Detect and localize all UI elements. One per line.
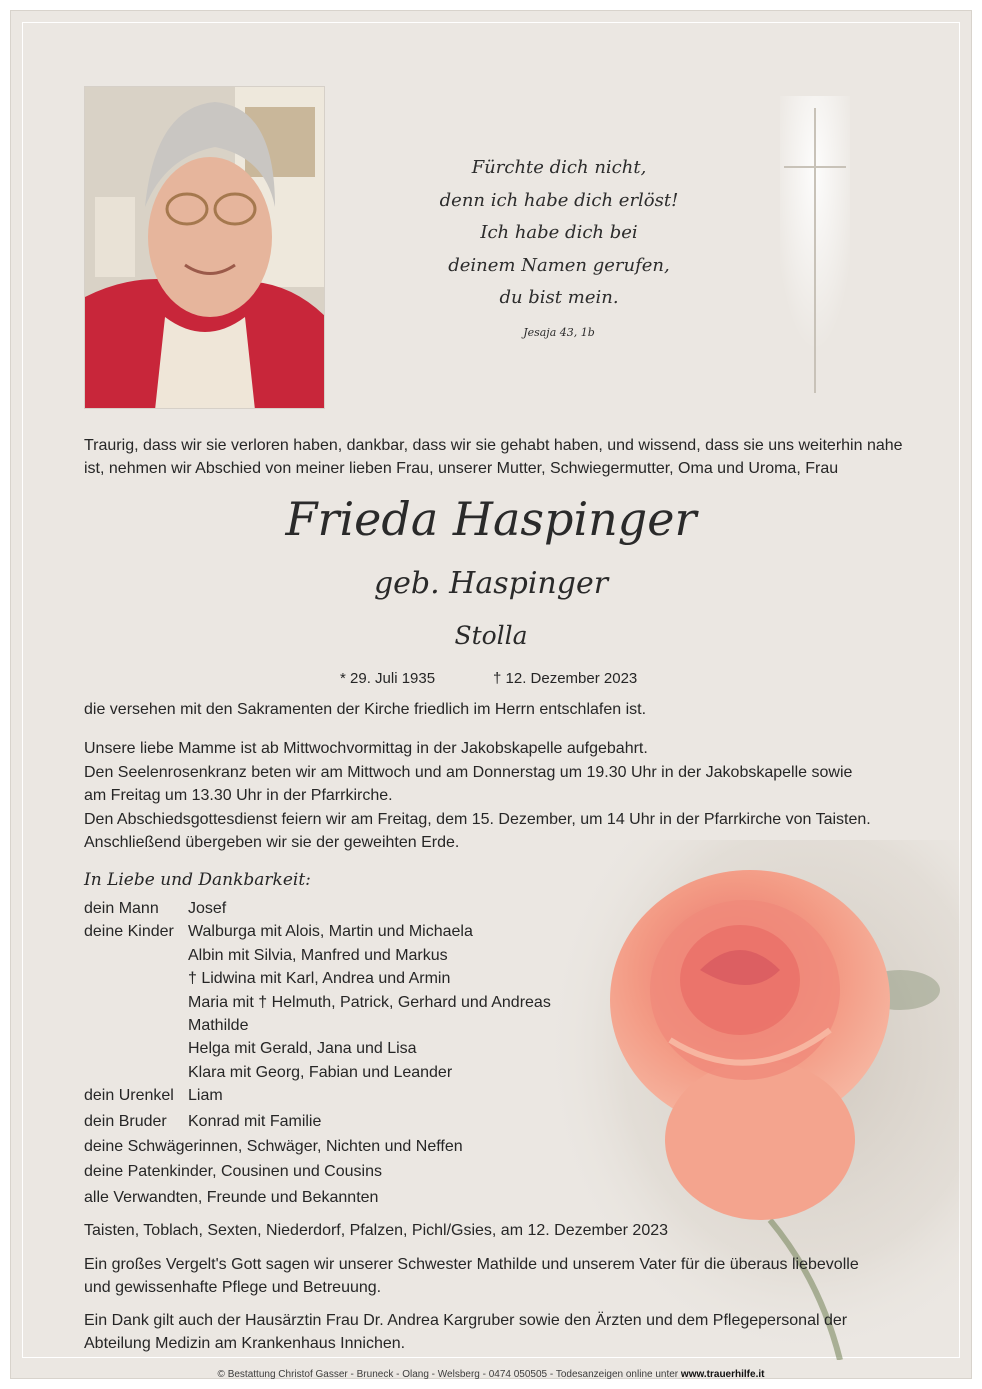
family-row <box>84 1135 551 1158</box>
maiden-name: geb. Haspinger <box>373 566 609 601</box>
family-names: Helga mit Gerald, Jana und Lisa <box>188 1040 417 1058</box>
footer <box>0 1368 982 1382</box>
family-row <box>84 1014 551 1037</box>
family-row <box>84 897 551 920</box>
thanks-line: Ein großes Vergelt's Gott sagen wir unserer Schwester Mathilde und unserem Vater für die überaus liebevolle <box>84 1256 859 1273</box>
family-relation <box>84 944 188 967</box>
family-names: Josef <box>188 900 227 917</box>
quote-line: deinem Namen gerufen, <box>448 254 670 276</box>
family-relation: dein Mann <box>84 900 159 917</box>
announcement-line: Anschließend übergeben wir sie der geweihten Erde. <box>84 834 460 851</box>
family-names: Mathilde <box>188 1017 249 1035</box>
family-relation <box>84 991 188 1014</box>
rose-image <box>520 840 960 1360</box>
family-relation: dein Bruder <box>84 1112 167 1130</box>
family-row <box>84 991 551 1014</box>
announcement-line: Den Abschiedsgottesdienst feiern wir am Freitag, dem 15. Dezember, um 14 Uhr in der Pfarrkirche von Taisten. <box>84 811 871 828</box>
family-relation: deine Patenkinder, Cousinen und Cousins <box>84 1163 382 1181</box>
family-row <box>84 944 551 967</box>
quote-line: denn ich habe dich erlöst! <box>439 189 679 211</box>
intro-line: ist, nehmen wir Abschied von meiner lieben Frau, unserer Mutter, Schwiegermutter, Oma und Uroma, Frau <box>84 460 839 477</box>
bible-quote <box>400 152 718 343</box>
family-row <box>84 1061 551 1084</box>
house-name: Stolla <box>454 621 528 650</box>
family-row <box>84 1037 551 1060</box>
announcement-line: Unsere liebe Mamme ist ab Mittwochvormittag in der Jakobskapelle aufgebahrt. <box>84 740 648 757</box>
family-names: Liam <box>188 1087 223 1105</box>
family-row <box>84 920 551 943</box>
family-row <box>84 1160 551 1183</box>
family-names: Konrad mit Familie <box>188 1112 322 1130</box>
family-relation: deine Schwägerinnen, Schwäger, Nichten und Neffen <box>84 1138 463 1156</box>
family-heading: In Liebe und Dankbarkeit: <box>84 870 311 890</box>
family-relation: deine Kinder <box>84 923 174 941</box>
family-row <box>84 967 551 990</box>
quote-source: Jesaja 43, 1b <box>523 325 595 339</box>
deceased-name: Frieda Haspinger <box>285 492 697 546</box>
quote-line: du bist mein. <box>499 287 619 308</box>
announcement-line: am Freitag um 13.30 Uhr in der Pfarrkirche. <box>84 787 393 804</box>
sacraments-text: die versehen mit den Sakramenten der Kirche friedlich im Herrn entschlafen ist. <box>84 701 647 718</box>
portrait-photo <box>84 86 325 409</box>
family-row <box>84 1186 551 1209</box>
footer-link[interactable]: www.trauerhilfe.it <box>680 1369 765 1380</box>
death-date: † 12. Dezember 2023 <box>493 670 638 687</box>
cross-icon <box>780 96 850 396</box>
place-date: Taisten, Toblach, Sexten, Niederdorf, Pfalzen, Pichl/Gsies, am 12. Dezember 2023 <box>84 1222 669 1239</box>
footer-text: © Bestattung Christof Gasser - Bruneck - Olang - Welsberg - 0474 050505 - Todesanzeigen online unter <box>217 1369 681 1380</box>
family-relation <box>84 1014 188 1037</box>
family-relation <box>84 967 188 990</box>
family-relation: alle Verwandten, Freunde und Bekannten <box>84 1188 379 1206</box>
family-row <box>84 1110 551 1133</box>
thanks-line: Ein Dank gilt auch der Hausärztin Frau Dr. Andrea Kargruber sowie den Ärzten und dem Pflegepersonal der <box>84 1312 848 1329</box>
family-names: Klara mit Georg, Fabian und Leander <box>188 1063 453 1081</box>
birth-date: * 29. Juli 1935 <box>340 670 436 687</box>
family-names: Walburga mit Alois, Martin und Michaela <box>188 923 473 941</box>
family-names: Albin mit Silvia, Manfred und Markus <box>188 946 448 964</box>
family-list <box>84 897 551 1209</box>
quote-line: Ich habe dich bei <box>480 222 638 243</box>
family-relation <box>84 1037 188 1060</box>
family-names: Maria mit † Helmuth, Patrick, Gerhard und Andreas <box>188 993 551 1011</box>
quote-line: Fürchte dich nicht, <box>471 157 647 178</box>
family-relation: dein Urenkel <box>84 1087 174 1105</box>
family-relation <box>84 1061 188 1084</box>
intro-line: Traurig, dass wir sie verloren haben, dankbar, dass wir sie gehabt haben, und wissend, dass sie uns weiterhin nahe <box>84 437 903 454</box>
announcement-line: Den Seelenrosenkranz beten wir am Mittwoch und am Donnerstag um 19.30 Uhr in der Jakobskapelle sowie <box>84 764 853 781</box>
thanks-line: Abteilung Medizin am Krankenhaus Innichen. <box>84 1335 406 1352</box>
family-row <box>84 1084 551 1107</box>
thanks-line: und gewissenhafte Pflege und Betreuung. <box>84 1279 382 1296</box>
family-names: † Lidwina mit Karl, Andrea und Armin <box>188 970 451 988</box>
